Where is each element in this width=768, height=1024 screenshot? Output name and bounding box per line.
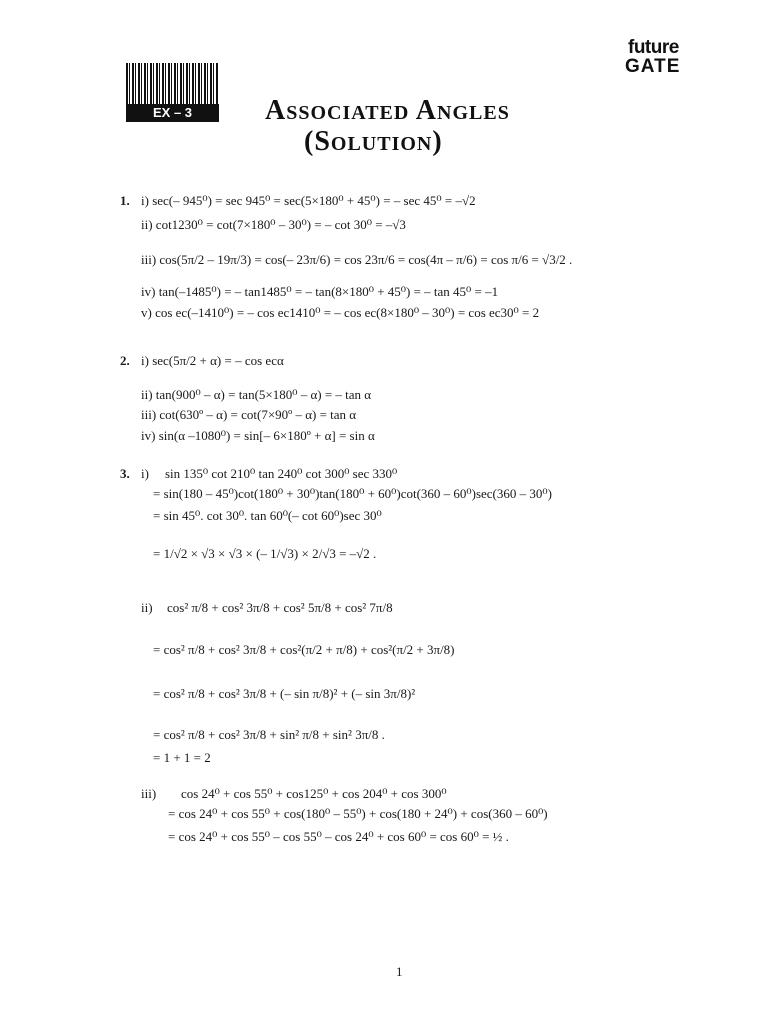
question-1-number: 1. <box>120 193 130 208</box>
q3-i-line-2: = sin(180 – 45⁰)cot(180⁰ + 30⁰)tan(180⁰ + 60⁰)cot(360 – 60⁰)sec(360 – 30⁰) <box>153 486 552 501</box>
q3-iii-line-3: = cos 24⁰ + cos 55⁰ – cos 55⁰ – cos 24⁰ + cos 60⁰ = cos 60⁰ = ½ . <box>168 829 509 844</box>
future-gate-logo <box>625 38 705 76</box>
q3-ii-line-3: = cos² π/8 + cos² 3π/8 + (– sin π/8)² + (– sin 3π/8)² <box>153 686 416 701</box>
q3-iii-line-1: cos 24⁰ + cos 55⁰ + cos125⁰ + cos 204⁰ + cos 300⁰ <box>181 786 447 801</box>
page-title-line1: Associated Angles <box>265 95 510 126</box>
q2-part-ii: ii) tan(900⁰ – α) = tan(5×180⁰ – α) = – tan α <box>141 387 372 402</box>
q2-part-iv: iv) sin(α –1080⁰) = sin[– 6×180º + α] = sin α <box>141 428 375 443</box>
q2-part-i: i) sec(5π/2 + α) = – cos ecα <box>141 353 284 368</box>
q1-part-iii: iii) cos(5π/2 – 19π/3) = cos(– 23π/6) = cos 23π/6 = cos(4π – π/6) = cos π/6 = √3/2 . <box>141 252 573 267</box>
question-3-number: 3. <box>120 466 130 481</box>
q3-i-line-1: sin 135⁰ cot 210⁰ tan 240⁰ cot 300⁰ sec 330⁰ <box>165 466 398 481</box>
q1-part-i: i) sec(– 945⁰) = sec 945⁰ = sec(5×180⁰ + 45⁰) = – sec 45⁰ = –√2 <box>141 193 476 208</box>
q3-i-line-3: = sin 45⁰. cot 30⁰. tan 60⁰(– cot 60⁰)sec 30⁰ <box>153 508 382 523</box>
q1-part-ii: ii) cot1230⁰ = cot(7×180⁰ – 30⁰) = – cot 30⁰ = –√3 <box>141 217 406 232</box>
q3-ii-line-1: cos² π/8 + cos² 3π/8 + cos² 5π/8 + cos² 7π/8 <box>167 600 393 615</box>
page-title-line2: (Solution) <box>304 126 443 157</box>
q3-part-i-label: i) <box>141 466 149 481</box>
q3-part-ii-label: ii) <box>141 600 153 615</box>
page-number: 1 <box>396 964 403 979</box>
barcode-graphic <box>126 63 219 106</box>
question-2-number: 2. <box>120 353 130 368</box>
q2-part-iii: iii) cot(630º – α) = cot(7×90º – α) = tan α <box>141 407 357 422</box>
q3-ii-line-5: = 1 + 1 = 2 <box>153 750 211 765</box>
q3-part-iii-label: iii) <box>141 786 157 801</box>
q3-ii-line-2: = cos² π/8 + cos² 3π/8 + cos²(π/2 + π/8) + cos²(π/2 + 3π/8) <box>153 642 455 657</box>
q1-part-v: v) cos ec(–1410⁰) = – cos ec1410⁰ = – cos ec(8×180⁰ – 30⁰) = cos ec30⁰ = 2 <box>141 305 540 320</box>
logo-bottom-text: GATE <box>625 56 681 77</box>
exercise-label: EX – 3 <box>126 104 219 122</box>
q1-part-iv: iv) tan(–1485⁰) = – tan1485⁰ = – tan(8×180⁰ + 45⁰) = – tan 45⁰ = –1 <box>141 284 499 299</box>
q3-ii-line-4: = cos² π/8 + cos² 3π/8 + sin² π/8 + sin² 3π/8 . <box>153 727 385 742</box>
logo-top-text: future <box>628 37 679 58</box>
q3-iii-line-2: = cos 24⁰ + cos 55⁰ + cos(180⁰ – 55⁰) + cos(180 + 24⁰) + cos(360 – 60⁰) <box>168 806 548 821</box>
q3-i-line-4: = 1/√2 × √3 × √3 × (– 1/√3) × 2/√3 = –√2 . <box>153 546 377 561</box>
